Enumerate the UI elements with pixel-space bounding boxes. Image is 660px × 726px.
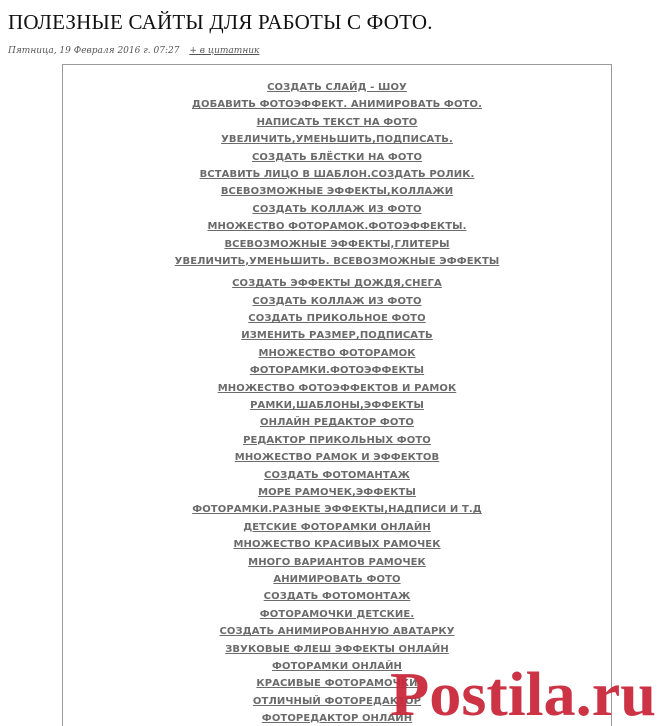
link-create-photomontage[interactable]: СОЗДАТЬ ФОТОМАНТАЖ: [264, 469, 410, 481]
link-many-frames[interactable]: МНОЖЕСТВО ФОТОРАМОК: [258, 347, 416, 359]
link-beautiful-photo-frames[interactable]: КРАСИВЫЕ ФОТОРАМОЧКИ: [256, 678, 418, 690]
list-item: [63, 290, 611, 307]
links-list: [63, 76, 611, 724]
list-item: [63, 76, 611, 93]
link-photo-editor-online[interactable]: ФОТОРЕДАКТОР ОНЛАЙН: [261, 713, 413, 725]
link-change-size-caption[interactable]: ИЗМЕНИТЬ РАЗМЕР,ПОДПИСАТЬ: [241, 330, 433, 342]
list-item: [63, 146, 611, 163]
link-create-slideshow[interactable]: СОЗДАТЬ СЛАЙД - ШОУ: [267, 82, 407, 93]
link-write-text-on-photo[interactable]: НАПИСАТЬ ТЕКСТ НА ФОТО: [256, 116, 418, 128]
list-item: [63, 429, 611, 446]
list-item: [63, 603, 611, 620]
list-item: [63, 93, 611, 110]
list-item: [63, 342, 611, 359]
link-sea-of-frames[interactable]: МОРЕ РАМОЧЕК,ЭФФЕКТЫ: [258, 486, 416, 498]
link-insert-face-template[interactable]: ВСТАВИТЬ ЛИЦО В ШАБЛОН.СОЗДАТЬ РОЛИК.: [199, 168, 475, 180]
list-item: [63, 446, 611, 463]
post-date: Пятница, 19 Февраля 2016 г. 07:27: [8, 46, 180, 56]
list-item: [63, 568, 611, 585]
post-meta: [8, 46, 259, 56]
link-excellent-photo-editor[interactable]: ОТЛИЧНЫЙ ФОТОРЕДАКТОР: [252, 695, 422, 707]
list-item: [63, 359, 611, 376]
list-item: [63, 481, 611, 498]
link-funny-photo[interactable]: СОЗДАТЬ ПРИКОЛЬНОЕ ФОТО: [248, 313, 426, 325]
post-title: ПОЛЕЗНЫЕ САЙТЫ ДЛЯ РАБОТЫ С ФОТО.: [8, 10, 433, 34]
list-item: [63, 464, 611, 481]
list-item: [63, 250, 611, 267]
link-create-collage[interactable]: СОЗДАТЬ КОЛЛАЖ ИЗ ФОТО: [252, 203, 422, 215]
list-item: [63, 620, 611, 637]
link-sound-flash-effects[interactable]: ЗВУКОВЫЕ ФЛЕШ ЭФФЕКТЫ ОНЛАЙН: [225, 643, 449, 655]
link-frames-effects[interactable]: ФОТОРАМКИ.ФОТОЭФФЕКТЫ: [249, 365, 425, 377]
link-many-frame-variants[interactable]: МНОГО ВАРИАНТОВ РАМОЧЕК: [248, 556, 426, 568]
link-add-photo-effect[interactable]: ДОБАВИТЬ ФОТОЭФФЕКТ. АНИМИРОВАТЬ ФОТО.: [192, 99, 482, 111]
link-create-glitter[interactable]: СОЗДАТЬ БЛЁСТКИ НА ФОТО: [251, 151, 423, 163]
list-item: [63, 272, 611, 289]
list-item: [63, 498, 611, 515]
list-item: [63, 551, 611, 568]
postila-logo: [388, 655, 660, 726]
link-resize-all-effects[interactable]: УВЕЛИЧИТЬ,УМЕНЬШИТЬ. ВСЕВОЗМОЖНЫЕ ЭФФЕКТЫ: [174, 255, 500, 267]
list-item: [63, 585, 611, 602]
add-to-quotes-link[interactable]: + в цитатник: [189, 46, 260, 56]
list-item: [63, 233, 611, 250]
link-many-photo-frames[interactable]: МНОЖЕСТВО ФОТОРАМОК.ФОТОЭФФЕКТЫ.: [207, 221, 467, 233]
list-item: [63, 638, 611, 655]
list-item: [63, 180, 611, 197]
link-kids-frames-online[interactable]: ДЕТСКИЕ ФОТОРАМКИ ОНЛАЙН: [243, 521, 431, 533]
link-online-photo-editor[interactable]: ОНЛАЙН РЕДАКТОР ФОТО: [260, 417, 414, 429]
link-animated-avatar[interactable]: СОЗДАТЬ АНИМИРОВАННУЮ АВАТАРКУ: [219, 626, 455, 638]
list-item: [63, 307, 611, 324]
link-rain-snow-effects[interactable]: СОЗДАТЬ ЭФФЕКТЫ ДОЖДЯ,СНЕГА: [232, 278, 442, 290]
link-all-effects-glitters[interactable]: ВСЕВОЗМОЖНЫЕ ЭФФЕКТЫ,ГЛИТЕРЫ: [224, 238, 450, 250]
list-item: [63, 111, 611, 128]
link-animate-photo[interactable]: АНИМИРОВАТЬ ФОТО: [273, 573, 401, 585]
list-item: [63, 411, 611, 428]
link-resize-caption[interactable]: УВЕЛИЧИТЬ,УМЕНЬШИТЬ,ПОДПИСАТЬ.: [221, 134, 453, 146]
link-many-beautiful-frames[interactable]: МНОЖЕСТВО КРАСИВЫХ РАМОЧЕК: [233, 539, 441, 551]
list-item: [63, 198, 611, 215]
link-funny-photo-editor[interactable]: РЕДАКТОР ПРИКОЛЬНЫХ ФОТО: [243, 434, 431, 446]
list-item: [63, 533, 611, 550]
link-create-collage-2[interactable]: СОЗДАТЬ КОЛЛАЖ ИЗ ФОТО: [252, 295, 422, 307]
postila-watermark: [388, 655, 660, 726]
link-frames-templates-effects[interactable]: РАМКИ,ШАБЛОНЫ,ЭФФЕКТЫ: [250, 400, 424, 412]
list-item: [63, 516, 611, 533]
list-item: [63, 394, 611, 411]
list-item: [63, 324, 611, 341]
link-all-effects-collages[interactable]: ВСЕВОЗМОЖНЫЕ ЭФФЕКТЫ,КОЛЛАЖИ: [220, 186, 454, 198]
link-photo-frames-online[interactable]: ФОТОРАМКИ ОНЛАЙН: [271, 660, 403, 672]
list-item: [63, 163, 611, 180]
link-frames-various-effects[interactable]: ФОТОРАМКИ.РАЗНЫЕ ЭФФЕКТЫ,НАДПИСИ И Т.Д: [192, 504, 482, 516]
watermark-text: Postila.ru: [390, 661, 656, 726]
list-item: [63, 377, 611, 394]
list-item: [63, 215, 611, 232]
link-kids-photo-frames[interactable]: ФОТОРАМОЧКИ ДЕТСКИЕ.: [259, 608, 415, 620]
link-many-frames-effects[interactable]: МНОЖЕСТВО РАМОК И ЭФФЕКТОВ: [234, 452, 440, 464]
link-many-effects-frames[interactable]: МНОЖЕСТВО ФОТОЭФФЕКТОВ И РАМОК: [217, 382, 457, 394]
link-create-photomontage-2[interactable]: СОЗДАТЬ ФОТОМОНТАЖ: [263, 591, 411, 603]
links-box: [62, 64, 612, 726]
list-item: [63, 128, 611, 145]
